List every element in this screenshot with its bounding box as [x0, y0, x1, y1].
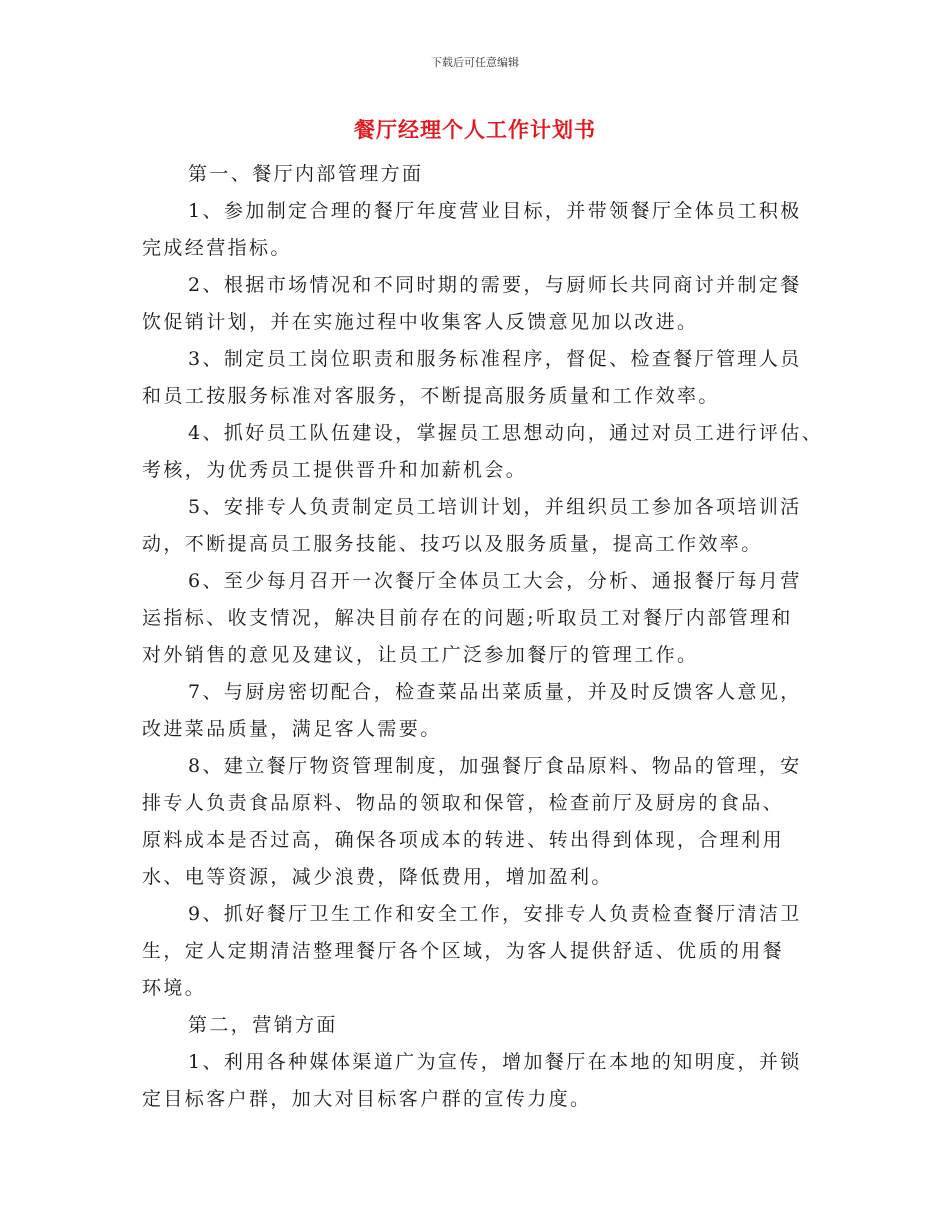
- text-line: 原料成本是否过高，确保各项成本的转进、转出得到体现，合理利用: [142, 829, 785, 851]
- text-line: 3、制定员工岗位职责和服务标准程序，督促、检查餐厅管理人员: [188, 348, 802, 370]
- text-line: 第一、餐厅内部管理方面: [188, 163, 424, 185]
- text-line: 定目标客户群，加大对目标客户群的宣传力度。: [142, 1088, 592, 1110]
- text-line: 运指标、收支情况，解决目前存在的问题;听取员工对餐厅内部管理和: [142, 607, 793, 629]
- text-line: 完成经营指标。: [142, 237, 292, 259]
- text-line: 和员工按服务标准对客服务，不断提高服务质量和工作效率。: [142, 385, 720, 407]
- text-line: 对外销售的意见及建议，让员工广泛参加餐厅的管理工作。: [142, 644, 699, 666]
- text-line: 环境。: [142, 977, 207, 999]
- text-line: 生，定人定期清洁整理餐厅各个区域，为客人提供舒适、优质的用餐: [142, 940, 785, 962]
- text-line: 第二，营销方面: [188, 1014, 338, 1036]
- text-line: 9、抓好餐厅卫生工作和安全工作，安排专人负责检查餐厅清洁卫: [188, 903, 802, 925]
- text-line: 6、至少每月召开一次餐厅全体员工大会，分析、通报餐厅每月营: [188, 570, 802, 592]
- text-line: 4、抓好员工队伍建设，掌握员工思想动向，通过对员工进行评估、: [188, 422, 824, 444]
- text-line: 排专人负责食品原料、物品的领取和保管，检查前厅及厨房的食品、: [142, 792, 785, 814]
- text-line: 改进菜品质量，满足客人需要。: [142, 718, 442, 740]
- text-line: 饮促销计划，并在实施过程中收集客人反馈意见加以改进。: [142, 311, 699, 333]
- text-line: 8、建立餐厅物资管理制度，加强餐厅食品原料、物品的管理，安: [188, 755, 802, 777]
- header-note: 下载后可任意编辑: [431, 56, 519, 69]
- document-body: [142, 156, 824, 1118]
- text-line: 考核，为优秀员工提供晋升和加薪机会。: [142, 459, 528, 481]
- text-line: 水、电等资源，减少浪费，降低费用，增加盈利。: [142, 866, 613, 888]
- document-title: 餐厅经理个人工作计划书: [354, 117, 596, 142]
- text-line: 动，不断提高员工服务技能、技巧以及服务质量，提高工作效率。: [142, 533, 763, 555]
- text-line: 1、参加制定合理的餐厅年度营业目标，并带领餐厅全体员工积极: [188, 200, 802, 222]
- text-line: 1、利用各种媒体渠道广为宣传，增加餐厅在本地的知明度，并锁: [188, 1051, 802, 1073]
- text-line: 2、根据市场情况和不同时期的需要，与厨师长共同商讨并制定餐: [188, 274, 802, 296]
- text-line: 5、安排专人负责制定员工培训计划，并组织员工参加各项培训活: [188, 496, 802, 518]
- text-line: 7、与厨房密切配合，检查菜品出菜质量，并及时反馈客人意见，: [188, 681, 802, 703]
